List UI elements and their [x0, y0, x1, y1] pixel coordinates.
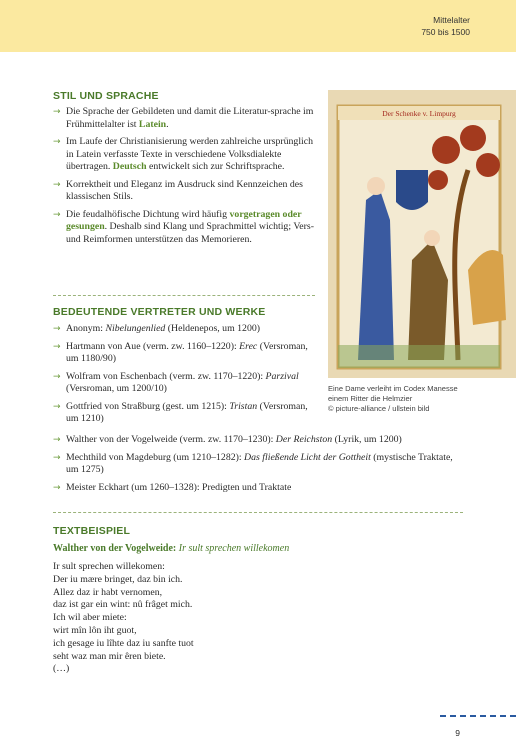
bullet-text: (Lyrik, um 1200): [332, 434, 402, 445]
poem-line: Der iu mære bringet, daz bin ich.: [53, 573, 183, 585]
stil-list: [53, 106, 318, 251]
poem-line: (…): [53, 663, 70, 675]
bullet-text: entwickelt sich zur Schriftsprache.: [146, 161, 285, 172]
vertreter-item: [53, 323, 318, 336]
bullet-text: Wolfram von Eschenbach (verm. zw. 1170–1220):: [66, 370, 266, 382]
page-number: 9: [455, 728, 460, 738]
bullet-text: vorgetragen oder gesungen: [66, 208, 302, 232]
bullet-text: (mystische Traktate, um 1275): [66, 451, 453, 475]
vertreter-item: [53, 401, 318, 426]
bullet-text: Meister Eckhart (um 1260–1328): Predigten und Traktate: [66, 481, 292, 493]
heading-textbeispiel: TEXTBEISPIEL: [53, 525, 131, 537]
divider-2: [53, 512, 463, 513]
bullet-text: (Versroman, um 1180/90): [66, 340, 308, 364]
poem-line: Ich wil aber miete:: [53, 612, 127, 624]
vertreter-item: [53, 371, 318, 396]
vertreter-list: [53, 323, 318, 431]
vertreter-item: [53, 482, 453, 495]
bullet-text: Mechthild von Magdeburg (um 1210–1282):: [66, 451, 245, 463]
vertreter-item: [53, 341, 318, 366]
poem-line: Allez daz ir habt vernomen,: [53, 586, 163, 598]
arrow-right-icon: →: [53, 179, 61, 190]
bullet-text: Das fließende Licht der Gottheit: [244, 451, 371, 463]
heading-vertreter: BEDEUTENDE VERTRETER UND WERKE: [53, 306, 266, 318]
arrow-right-icon: →: [53, 401, 61, 412]
textbeispiel-author: Walther von der Vogelweide:: [53, 543, 179, 554]
stil-item: [53, 106, 318, 131]
bullet-text: Tristan: [229, 400, 258, 412]
poem-line: wirt mîn lôn iht guot,: [53, 624, 137, 636]
bullet-text: Die Sprache der Gebildeten und damit die Literatur-sprache im Frühmittelalter ist: [66, 106, 314, 130]
caption-line-2: einem Ritter die Helmzier: [328, 394, 413, 403]
poem-line: seht waz man mir êren biete.: [53, 650, 166, 662]
bullet-text: Deutsch: [112, 161, 147, 172]
image-caption: [328, 384, 478, 414]
header-epoch: [421, 14, 470, 38]
poem-line: Ir sult sprechen willekomen:: [53, 561, 165, 572]
arrow-right-icon: →: [53, 452, 61, 463]
arrow-right-icon: →: [53, 435, 61, 445]
bullet-text: Der Reichston: [275, 434, 333, 445]
bullet-text: (Versroman, um 1200/10): [66, 383, 167, 394]
arrow-right-icon: →: [53, 371, 61, 382]
bullet-text: (Heldenepos, um 1200): [165, 323, 261, 334]
bullet-text: Die feudalhöfische Dichtung wird häufig: [66, 208, 230, 220]
stil-item: [53, 136, 318, 174]
poem-line: daz ist gar ein wint: nû frâget mich.: [53, 599, 193, 611]
bullet-text: Latein: [138, 118, 167, 130]
bullet-text: Hartmann von Aue (verm. zw. 1160–1220):: [66, 340, 240, 352]
bullet-text: . Deshalb sind Klang und Sprachmittel wichtig; Vers- und Reimformen unterstützen das Memorieren.: [66, 221, 314, 245]
caption-line-1: Eine Dame verleiht im Codex Manesse: [328, 384, 458, 393]
textbeispiel-title: [53, 543, 289, 554]
vertreter-list-wide: [53, 434, 453, 499]
bullet-text: Gottfried von Straßburg (gest. um 1215):: [66, 400, 230, 412]
bullet-text: Korrektheit und Eleganz im Ausdruck sind Kennzeichen des klassischen Stils.: [66, 178, 303, 202]
bullet-text: Anonym:: [66, 323, 106, 334]
caption-credit: © picture-alliance / ullstein bild: [328, 404, 430, 413]
bullet-text: Im Laufe der Christianisierung werden zahlreiche ursprünglich in Latein verfasste Texte in verschiedene Volksdialekte übertragen.: [66, 136, 314, 172]
stil-item: [53, 209, 318, 247]
arrow-right-icon: →: [53, 324, 61, 334]
textbeispiel-work: Ir sult sprechen willekomen: [178, 543, 290, 554]
bullet-text: .: [166, 118, 169, 130]
header-title: Mittelalter: [433, 15, 470, 25]
poem-line: ich gesage iu lîhte daz iu sanfte tuot: [53, 637, 194, 649]
bullet-text: (Versroman, um 1210): [66, 400, 308, 424]
vertreter-item: [53, 452, 453, 477]
heading-stil: STIL UND SPRACHE: [53, 90, 159, 102]
image-banner: Der Schenke v. Limpurg: [382, 109, 456, 118]
bullet-text: Walther von der Vogelweide (verm. zw. 1170–1230):: [66, 434, 276, 445]
arrow-right-icon: →: [53, 137, 61, 147]
arrow-right-icon: →: [53, 209, 61, 220]
stil-item: [53, 179, 318, 204]
arrow-right-icon: →: [53, 341, 61, 352]
bullet-text: Erec: [239, 340, 258, 352]
vertreter-item: [53, 434, 453, 447]
bullet-text: Nibelungenlied: [105, 323, 166, 334]
arrow-right-icon: →: [53, 482, 61, 493]
manuscript-illustration: [328, 90, 516, 378]
page-number-rule: [440, 715, 516, 717]
poem: [53, 561, 194, 676]
bullet-text: Parzival: [265, 370, 299, 382]
divider-1: [53, 295, 315, 296]
codex-manesse-image: [328, 90, 516, 378]
header-dates: 750 bis 1500: [421, 27, 470, 37]
arrow-right-icon: →: [53, 107, 61, 117]
